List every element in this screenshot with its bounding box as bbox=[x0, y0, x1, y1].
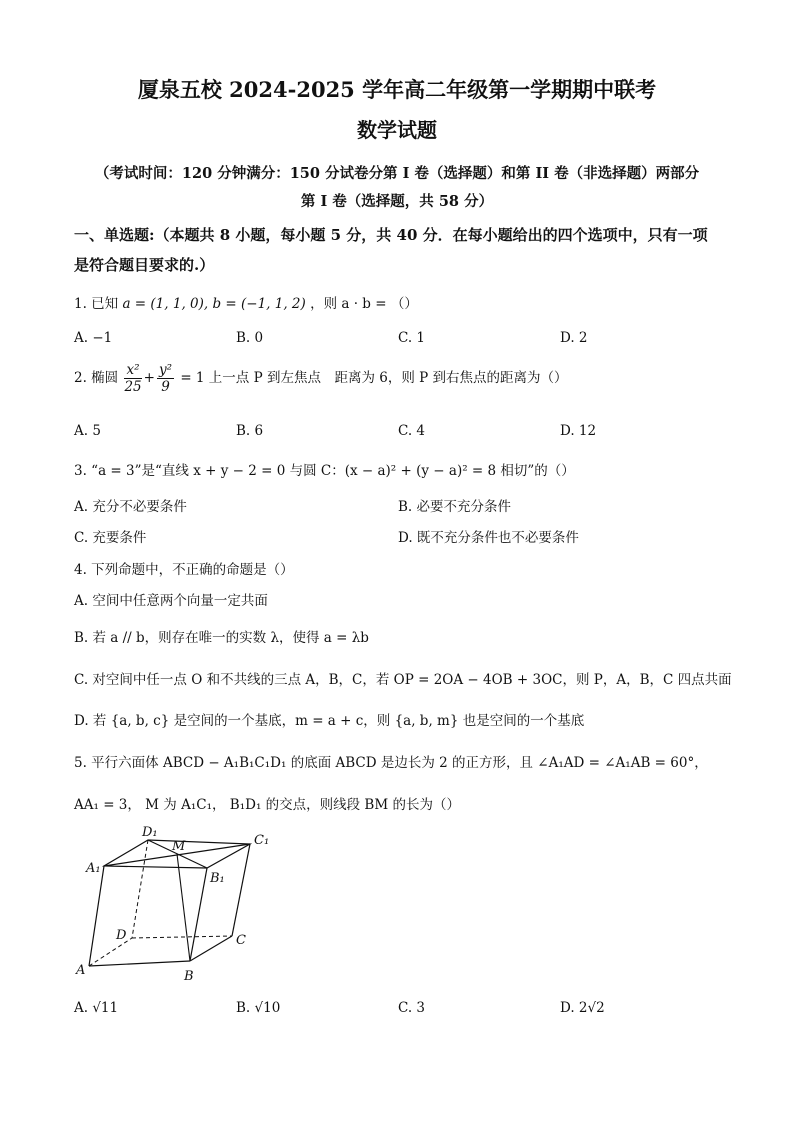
edge-cc1 bbox=[232, 844, 250, 936]
edge-dd1-hidden bbox=[132, 840, 148, 938]
label-a: A bbox=[76, 963, 86, 978]
label-c: C bbox=[236, 933, 246, 948]
question-2-option-b[interactable]: B. 6 bbox=[236, 423, 264, 439]
question-4-option-b[interactable]: B. 若 a // b，则存在唯一的实数 λ，使得 a = λb bbox=[74, 630, 369, 646]
section-heading-line1: 一、单选题:（本题共 8 小题，每小题 5 分，共 40 分．在每小题给出的四个选项中，只有一项 bbox=[74, 226, 708, 244]
question-1-option-b[interactable]: B. 0 bbox=[236, 330, 264, 346]
label-m: M bbox=[172, 839, 186, 854]
fraction-x: $\frac{\text{x²}}{25}$ bbox=[124, 362, 142, 395]
question-1-prefix: 1. 已知 bbox=[74, 296, 119, 312]
question-1-option-c[interactable]: C. 1 bbox=[398, 330, 426, 346]
segment-bm bbox=[177, 854, 190, 961]
page-title: 厦泉五校 2024-2025 学年高二年级第一学期期中联考 bbox=[137, 77, 657, 102]
question-3-option-d[interactable]: D. 既不充分条件也不必要条件 bbox=[398, 530, 579, 546]
question-3-option-b[interactable]: B. 必要不充分条件 bbox=[398, 499, 512, 515]
question-5-option-d[interactable]: D. 2√2 bbox=[560, 1000, 605, 1016]
question-2-prefix: 2. 椭圆 bbox=[74, 370, 119, 386]
question-5-option-a[interactable]: A. √11 bbox=[74, 1000, 119, 1016]
question-1-suffix: ，则 a · b = （） bbox=[310, 296, 418, 312]
question-2-option-d[interactable]: D. 12 bbox=[560, 423, 597, 439]
page-subtitle: 数学试题 bbox=[357, 118, 437, 142]
edge-dc-hidden bbox=[132, 936, 232, 938]
edge-bc bbox=[190, 936, 232, 961]
question-5-option-b[interactable]: B. √10 bbox=[236, 1000, 281, 1016]
question-4: 4. 下列命题中，不正确的命题是（） bbox=[74, 562, 294, 578]
question-1-option-a[interactable]: A. −1 bbox=[74, 330, 113, 346]
question-3: 3. “a = 3”是“直线 x + y − 2 = 0 与圆 C：(x − a)² + (y − a)² = 8 相切”的（） bbox=[74, 463, 575, 479]
fraction-y: $\frac{\text{y²}}{9}$ bbox=[158, 362, 173, 395]
label-d1: D₁ bbox=[142, 825, 158, 840]
question-4-option-d[interactable]: D. 若 {a, b, c} 是空间的一个基底，m = a + c，则 {a, b, m} 也是空间的一个基底 bbox=[74, 713, 585, 729]
question-1 bbox=[74, 292, 418, 312]
edge-ab bbox=[89, 961, 190, 966]
question-3-option-a[interactable]: A. 充分不必要条件 bbox=[74, 499, 187, 515]
edge-aa1 bbox=[89, 866, 104, 966]
question-4-option-c[interactable]: C. 对空间中任一点 O 和不共线的三点 A，B，C，若 OP = 2OA − 4OB + 3OC，则 P，A，B，C 四点共面 bbox=[74, 672, 732, 688]
label-a1: A₁ bbox=[86, 861, 101, 876]
label-c1: C₁ bbox=[254, 833, 270, 848]
question-1-math: a = (1, 1, 0), b = (−1, 1, 2) bbox=[122, 296, 306, 312]
question-5-line1: 5. 平行六面体 ABCD − A₁B₁C₁D₁ 的底面 ABCD 是边长为 2 的正方形，且 ∠A₁AD = ∠A₁AB = 60°， bbox=[74, 755, 708, 771]
label-b: B bbox=[184, 969, 194, 984]
question-2: 2. 椭圆 $\frac{\text{x²}}{25}$ + $\frac{\text{y²}}{9}$ = 1 上一点 P 到左焦点 距离为 6，则 P 到右焦点的距离为（） bbox=[74, 362, 568, 395]
question-2-option-a[interactable]: A. 5 bbox=[74, 423, 101, 439]
question-2-option-c[interactable]: C. 4 bbox=[398, 423, 426, 439]
label-d: D bbox=[116, 928, 127, 943]
question-1-option-d[interactable]: D. 2 bbox=[560, 330, 588, 346]
question-3-option-c[interactable]: C. 充要条件 bbox=[74, 530, 147, 546]
parallelepiped-figure bbox=[64, 818, 294, 990]
part-heading: 第 I 卷（选择题，共 58 分） bbox=[300, 193, 494, 210]
question-4-option-a[interactable]: A. 空间中任意两个向量一定共面 bbox=[74, 593, 268, 609]
label-b1: B₁ bbox=[210, 871, 225, 886]
question-2-suffix: = 1 上一点 P 到左焦点 距离为 6，则 P 到右焦点的距离为（） bbox=[180, 370, 568, 386]
question-5-line2: AA₁ = 3， M 为 A₁C₁， B₁D₁ 的交点，则线段 BM 的长为（） bbox=[74, 797, 460, 813]
exam-note: （考试时间：120 分钟满分：150 分试卷分第 I 卷（选择题）和第 II 卷（非选择题）两部分 bbox=[94, 165, 700, 182]
question-5-option-c[interactable]: C. 3 bbox=[398, 1000, 426, 1016]
section-heading-line2: 是符合题目要求的.） bbox=[74, 256, 215, 274]
edge-bb1 bbox=[190, 868, 207, 961]
